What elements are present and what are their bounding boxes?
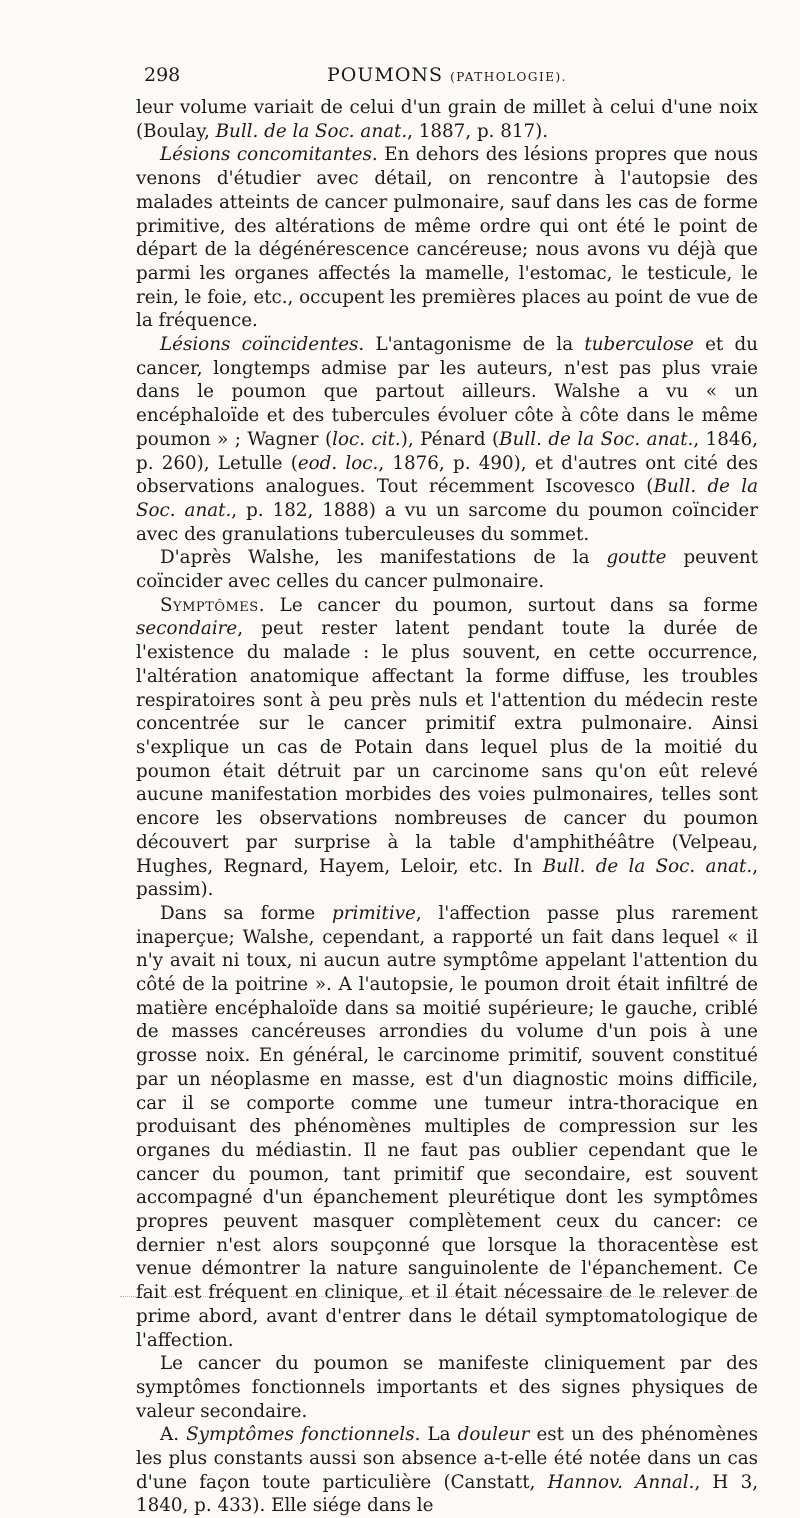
running-title-main: POUMONS [327,64,444,86]
text-span: , H 3, 1840, p. 433). Elle siége dans le [136,1471,759,1517]
text-span: est un des phénomènes les plus constants aussi son absence a-t-elle été notée dans un cas d'une façon toute particulière (Canstatt, [136,1424,758,1493]
italic-span: primitive [332,902,416,924]
text-span: L'antagonisme de la [364,334,585,356]
text-span: , 1846, p. 260), Letulle ( [136,428,758,474]
italic-span: Bull. de la Soc. anat. [499,428,694,450]
italic-span: Lésions coïncidentes. [160,334,365,356]
text-span: Le cancer du poumon se manifeste cliniquement par des symptômes fonctionnels importants et des signes physiques de valeur secondaire. [136,1353,758,1422]
paragraph-forme-primitive [136,902,758,1352]
text-span: D'après Walshe, les manifestations de la [160,547,607,569]
text-span: En dehors des lésions propres que nous venons d'étudier avec détail, on rencontre à l'autopsie des malades atteints de cancer pulmonaire, sauf dans les cas de forme primitive, des altérations de même ordre qui ont été le point de départ de la dégénérescence cancéreuse; nous avons vu déjà que parmi les organes affectés la mamelle, l'estomac, le testicule, le rein, le foie, etc., occupent les premières places au point de vue de la fréquence. [136,144,759,332]
italic-span: tuberculose [584,334,694,356]
text-span: , l'affection passe plus rarement inaperçue; Walshe, cependant, a rapporté un fait dans lequel « il n'y avait ni toux, ni aucun autre symptôme appelant l'attention du côté de la poitrine ». A l'autopsie, le poumon droit était infiltré de matière encéphaloïde dans sa moitié supérieure; le gauche, criblé de masses cancéreuses arrondies du volume d'un pois à une grosse noix. En général, le carcinome primitif, souvent constitué par un néoplasme en masse, est d'un diagnostic moins difficile, car il se comporte comme une tumeur intra-thoracique en produisant des phénomènes multiples de compression sur les organes du médiastin. Il ne faut pas oublier cependant que le cancer du poumon, tant primitif que secondaire, est souvent accompagné d'un épanchement pleurétique dont les symptômes propres peuvent masquer complètement ceux du cancer: ce dernier n'est alors soupçonné que lorsque la thoracentèse est venue démontrer la nature sanguinolente de l'épanchement. Ce fait est fréquent en clinique, et il était nécessaire de le relever de prime abord, avant d'entrer dans le détail symptomatologique de l'affection. [136,902,758,1351]
text-span: , 1887, p. 817). [407,120,549,142]
page-header [136,62,758,92]
text-span: et du cancer, longtemps admise par les auteurs, n'est pas plus vraie dans le poumon que partout ailleurs. Walshe a vu « un encéphaloïde et des tubercules évoluer côte à côte dans le même poumon » ; Wagner ( [136,334,758,450]
page-number: 298 [144,64,181,86]
paragraph-symptomes-fonctionnels [136,1423,758,1518]
paragraph-goutte [136,546,758,593]
paragraph-lesions-coincidentes [136,333,758,546]
section-heading: Symptômes. [160,594,266,616]
italic-span: Bull. de la Soc. anat. [215,120,408,142]
paragraph-symptomes [136,594,758,902]
paragraph-manifestations [136,1352,758,1423]
text-span: Le cancer du poumon, surtout dans sa forme [265,594,758,616]
text-span: , peut rester latent pendant toute la durée de l'existence du malade : le plus souvent, en cette occurrence, l'altération anatomique affectant la forme diffuse, les troubles respiratoires sont à peu près nuls et l'attention du médecin reste concentrée sur le cancer primitif extra pulmonaire. Ainsi s'explique un cas de Potain dans lequel plus de la moitié du poumon était détruit par un carcinome sans qu'on eût relevé aucune manifestation morbides des voies pulmonaires, telles sont encore les observations nombreuses de cancer du poumon découvert par surprise à la table d'amphithéâtre (Velpeau, Hughes, Regnard, Hayem, Leloir, etc. In [136,618,758,877]
running-title-sub: (PATHOLOGIE). [450,70,567,84]
text-span: Dans sa forme [160,902,333,924]
italic-span: loc. cit. [332,428,401,450]
italic-span: douleur [457,1424,530,1446]
paragraph-continuation [136,96,758,143]
italic-span: eod. loc. [297,452,379,474]
text-span: , p. 182, 1888) a vu un sarcome du poumon coïncider avec des granulations tuberculeuses du sommet. [136,499,758,545]
text-span: La [420,1424,458,1446]
text-span: A. [160,1424,187,1446]
footer-rule [120,1296,740,1297]
running-title [136,64,758,86]
text-span: ), Pénard ( [400,428,500,450]
italic-span: Hannov. Annal. [547,1471,695,1493]
italic-span: Lésions concomitantes. [160,144,378,166]
text-span: , passim). [136,855,758,901]
italic-span: Bull. de la Soc. anat. [136,476,759,521]
paragraph-lesions-concomitantes [136,143,758,333]
text-span: peuvent coïncider avec celles du cancer pulmonaire. [136,547,759,593]
text-span: leur volume variait de celui d'un grain de millet à celui d'une noix (Boulay, [136,97,758,142]
italic-span: Symptômes fonctionnels. [186,1424,421,1446]
italic-span: goutte [606,547,667,569]
text-span: , 1876, p. 490), et d'autres ont cité des observations analogues. Tout récemment Iscovesco ( [136,452,758,498]
italic-span: Bull. de la Soc. anat. [542,855,753,877]
italic-span: secondaire [136,618,238,640]
body-text [136,96,758,1518]
